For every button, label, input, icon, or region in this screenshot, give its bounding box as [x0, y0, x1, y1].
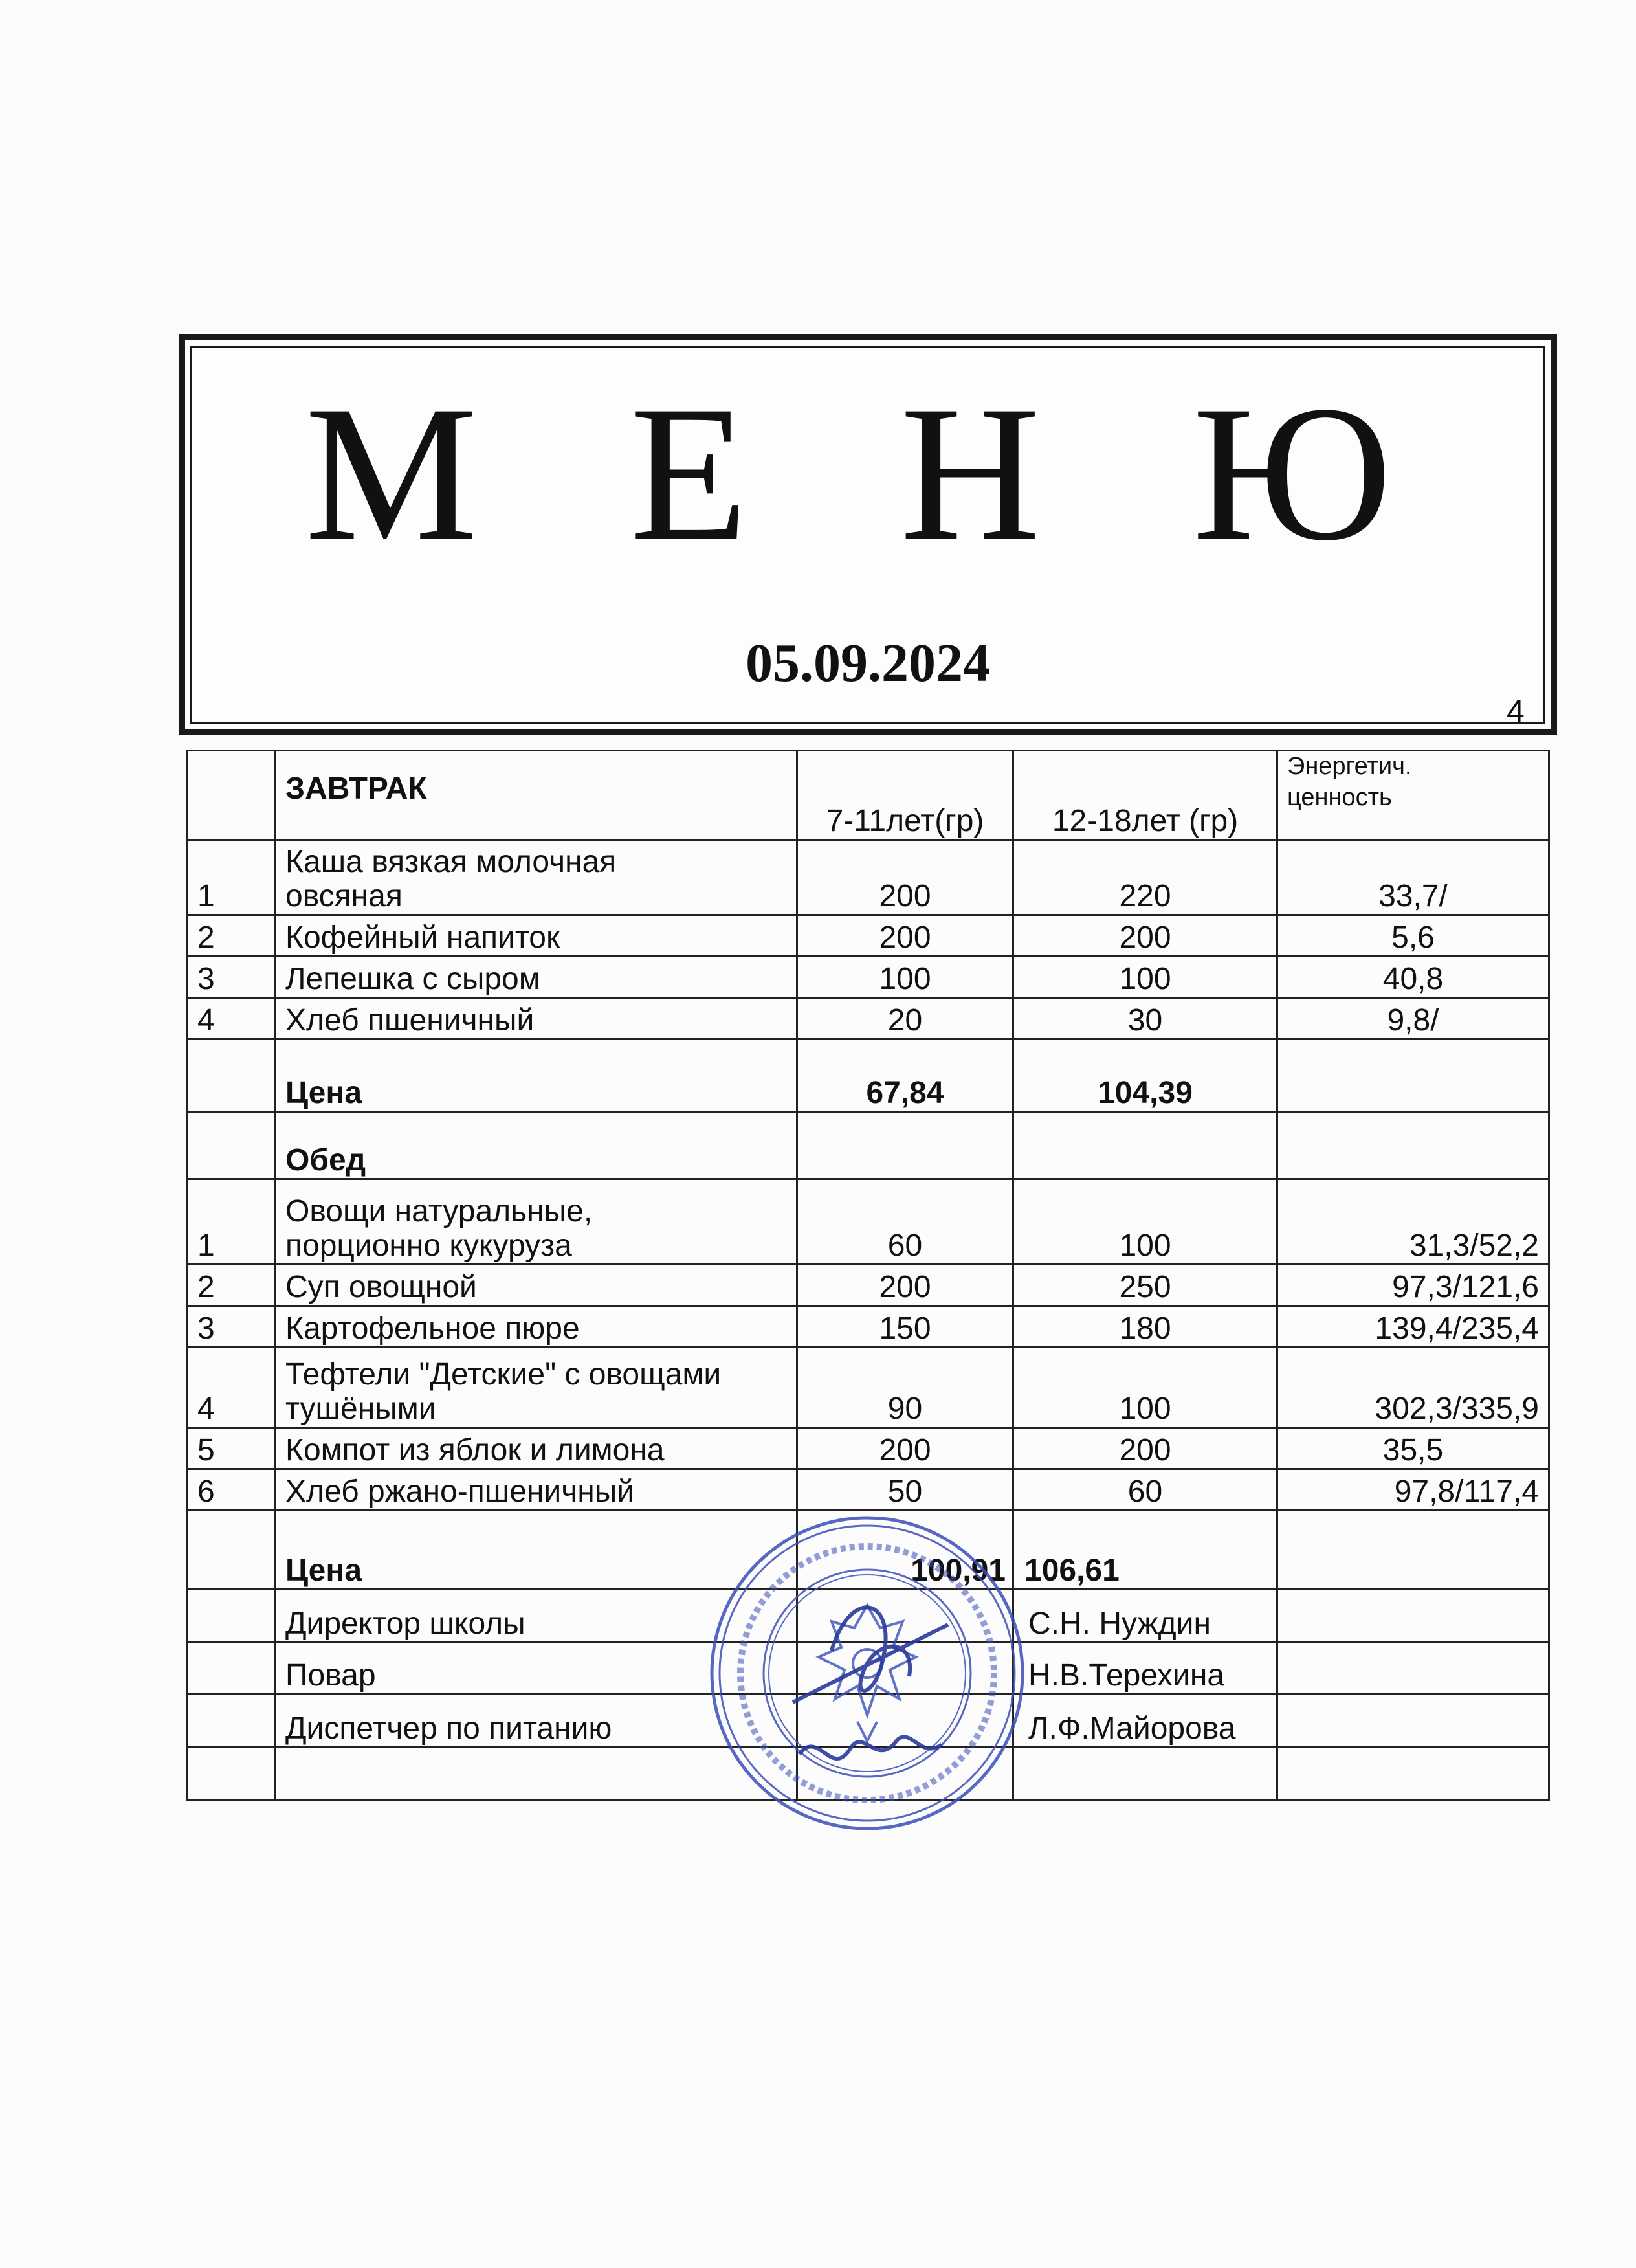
- item-grams-12-18: 100: [1013, 957, 1277, 998]
- signature-row: [188, 1643, 1549, 1695]
- item-grams-7-11: 200: [797, 840, 1013, 915]
- signature-name: С.Н. Нуждин: [1013, 1590, 1277, 1643]
- item-grams-7-11: 150: [797, 1306, 1013, 1348]
- item-grams-7-11: 90: [797, 1348, 1013, 1428]
- item-grams-7-11: 200: [797, 1428, 1013, 1469]
- item-energy: 97,8/117,4: [1277, 1469, 1549, 1511]
- item-number: 2: [188, 1265, 276, 1306]
- item-grams-12-18: 180: [1013, 1306, 1277, 1348]
- signature-role: Директор школы: [276, 1590, 797, 1643]
- item-name: Хлеб пшеничный: [276, 998, 797, 1040]
- item-number: 5: [188, 1428, 276, 1469]
- item-grams-12-18: 220: [1013, 840, 1277, 915]
- price-label: Цена: [276, 1040, 797, 1112]
- column-age-12-18: 12-18лет (гр): [1013, 751, 1277, 840]
- item-number: 1: [188, 1179, 276, 1265]
- item-grams-12-18: 100: [1013, 1179, 1277, 1265]
- table-row: [188, 1265, 1549, 1306]
- item-energy: 97,3/121,6: [1277, 1265, 1549, 1306]
- column-age-7-11: 7-11лет(гр): [797, 751, 1013, 840]
- item-name: Кофейный напиток: [276, 915, 797, 957]
- item-name: Тефтели "Детские" с овощами тушёными: [276, 1348, 797, 1428]
- item-name: Каша вязкая молочная овсяная: [276, 840, 797, 915]
- table-header-row: [188, 751, 1549, 840]
- lunch-title-row: [188, 1112, 1549, 1179]
- menu-title: М Е Н Ю: [305, 366, 1431, 581]
- breakfast-heading: ЗАВТРАК: [285, 772, 427, 806]
- price-label: Цена: [276, 1511, 797, 1590]
- item-energy: 302,3/335,9: [1277, 1348, 1549, 1428]
- empty-row: [188, 1748, 1549, 1801]
- table-row: [188, 957, 1549, 998]
- item-name: Суп овощной: [276, 1265, 797, 1306]
- price-7-11: 67,84: [797, 1040, 1013, 1112]
- item-number: 4: [188, 1348, 276, 1428]
- item-grams-12-18: 200: [1013, 1428, 1277, 1469]
- item-energy: 31,3/52,2: [1277, 1179, 1549, 1265]
- menu-table: [186, 750, 1550, 1801]
- item-grams-12-18: 200: [1013, 915, 1277, 957]
- item-name: Хлеб ржано-пшеничный: [276, 1469, 797, 1511]
- table-row: [188, 1306, 1549, 1348]
- item-grams-12-18: 100: [1013, 1348, 1277, 1428]
- item-energy: 40,8: [1277, 957, 1549, 998]
- table-row: [188, 1179, 1549, 1265]
- item-number: 2: [188, 915, 276, 957]
- price-12-18: 106,61: [1013, 1511, 1277, 1590]
- item-grams-7-11: 200: [797, 915, 1013, 957]
- table-row: [188, 998, 1549, 1040]
- item-number: 3: [188, 957, 276, 998]
- energy-heading-line1: Энергетич.: [1287, 753, 1412, 780]
- item-name: Компот из яблок и лимона: [276, 1428, 797, 1469]
- item-grams-7-11: 20: [797, 998, 1013, 1040]
- lunch-title: Обед: [276, 1112, 797, 1179]
- energy-heading-line2: ценность: [1287, 783, 1392, 811]
- item-name: Картофельное пюре: [276, 1306, 797, 1348]
- item-grams-12-18: 250: [1013, 1265, 1277, 1306]
- item-energy: 35,5: [1277, 1428, 1549, 1469]
- price-12-18: 104,39: [1013, 1040, 1277, 1112]
- item-grams-7-11: 50: [797, 1469, 1013, 1511]
- item-grams-12-18: 60: [1013, 1469, 1277, 1511]
- item-name: Лепешка с сыром: [276, 957, 797, 998]
- signature-row: [188, 1695, 1549, 1748]
- item-name: Овощи натуральные, порционно кукуруза: [276, 1179, 797, 1265]
- lunch-price-row: [188, 1511, 1549, 1590]
- item-number: 3: [188, 1306, 276, 1348]
- header-num-cell: [188, 751, 276, 840]
- page-number: 4: [1507, 693, 1525, 729]
- item-grams-7-11: 60: [797, 1179, 1013, 1265]
- table-row: [188, 915, 1549, 957]
- menu-date: 05.09.2024: [746, 633, 990, 693]
- item-energy: 9,8/: [1277, 998, 1549, 1040]
- column-energy: [1277, 751, 1549, 840]
- table-row: [188, 1428, 1549, 1469]
- signature-role: Повар: [276, 1643, 797, 1695]
- breakfast-price-row: [188, 1040, 1549, 1112]
- table-row: [188, 1469, 1549, 1511]
- table-row: [188, 1348, 1549, 1428]
- breakfast-heading-cell: [276, 751, 797, 840]
- signature-name: Л.Ф.Майорова: [1013, 1695, 1277, 1748]
- table-row: [188, 840, 1549, 915]
- menu-header-box: [179, 334, 1557, 735]
- item-energy: 33,7/: [1277, 840, 1549, 915]
- item-number: 4: [188, 998, 276, 1040]
- item-number: 1: [188, 840, 276, 915]
- signature-name: Н.В.Терехина: [1013, 1643, 1277, 1695]
- item-grams-12-18: 30: [1013, 998, 1277, 1040]
- price-7-11: 100,91: [797, 1511, 1013, 1590]
- item-energy: 5,6: [1277, 915, 1549, 957]
- signature-row: [188, 1590, 1549, 1643]
- item-grams-7-11: 200: [797, 1265, 1013, 1306]
- item-grams-7-11: 100: [797, 957, 1013, 998]
- item-energy: 139,4/235,4: [1277, 1306, 1549, 1348]
- signature-role: Диспетчер по питанию: [276, 1695, 797, 1748]
- item-number: 6: [188, 1469, 276, 1511]
